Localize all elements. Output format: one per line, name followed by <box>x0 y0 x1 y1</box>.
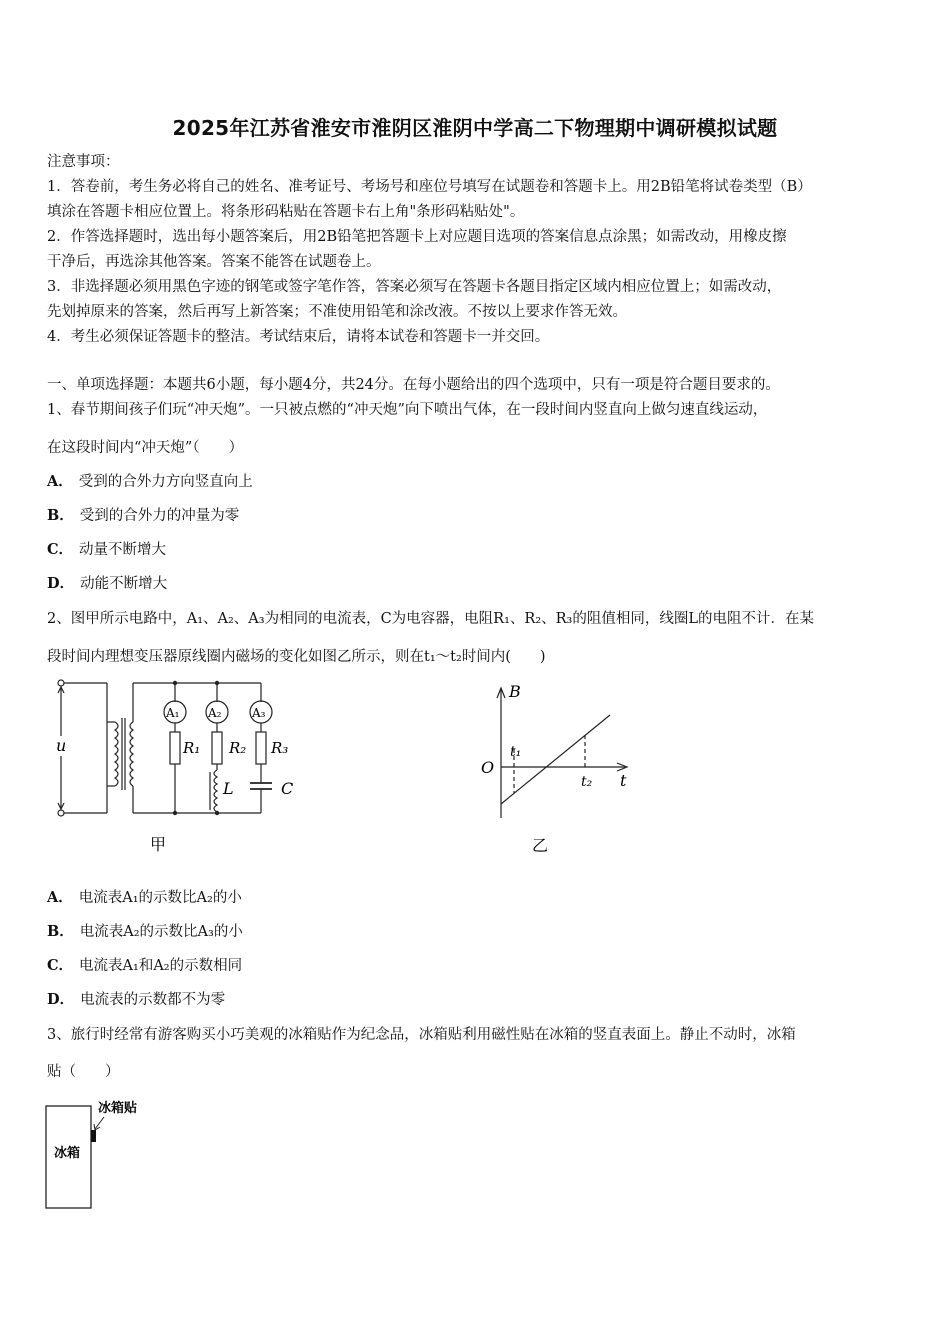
bt-graph <box>475 678 635 860</box>
notice-line: 1．答卷前，考生务必将自己的姓名、准考证号、考场号和座位号填写在试题卷和答题卡上。用2B铅笔将试卷类型（B） <box>47 179 812 195</box>
q2-option-b <box>47 922 243 942</box>
notice-line: 填涂在答题卡相应位置上。将条形码粘贴在答题卡右上角"条形码粘贴处"。 <box>47 204 525 220</box>
resistor-r1 <box>170 732 180 764</box>
resistor-r2 <box>212 732 222 764</box>
ammeter-label: A₃ <box>252 706 266 720</box>
option-letter: C． <box>47 541 74 558</box>
q3-stem: 贴（ ） <box>47 1064 120 1080</box>
ammeter-label: A₂ <box>208 706 222 720</box>
terminal-bottom <box>58 810 64 816</box>
q1-stem: 在这段时间内“冲天炮”（ ） <box>47 440 244 456</box>
option-letter: D． <box>47 575 75 592</box>
q1-option-c <box>47 540 166 560</box>
section-heading: 一、单项选择题：本题共6小题，每小题4分，共24分。在每小题给出的四个选项中，只有一项是符合题目要求的。 <box>47 377 780 393</box>
resistor-label: R₃ <box>271 739 289 757</box>
option-text: 电流表的示数都不为零 <box>80 992 226 1008</box>
option-text: 动能不断增大 <box>80 576 168 592</box>
q2-option-d <box>47 990 225 1010</box>
origin-label: O <box>481 758 495 777</box>
notice-line: 4．考生必须保证答题卡的整洁。考试结束后，请将本试卷和答题卡一并交回。 <box>47 329 550 345</box>
q1-option-b <box>47 506 239 526</box>
figure-caption: 甲 <box>150 835 167 854</box>
option-text: 受到的合外力的冲量为零 <box>79 508 240 524</box>
q2-stem: 段时间内理想变压器原线圈内磁场的变化如图乙所示，则在t₁～t₂时间内( ) <box>47 649 546 665</box>
fridge-magnet <box>91 1130 96 1142</box>
notice-line: 干净后，再选涂其他答案。答案不能答在试题卷上。 <box>47 254 381 270</box>
resistor-r3 <box>256 732 266 764</box>
option-text: 动量不断增大 <box>79 542 167 558</box>
resistor-label: R₁ <box>183 739 201 757</box>
option-text: 电流表A₂的示数比A₃的小 <box>79 924 243 940</box>
voltage-label: u <box>56 736 67 755</box>
notice-line: 先划掉原来的答案，然后再写上新答案；不准使用铅笔和涂改液。不按以上要求作答无效。 <box>47 304 627 320</box>
option-letter: C． <box>47 957 74 974</box>
circuit-diagram <box>45 676 305 861</box>
figure-caption: 乙 <box>532 836 549 855</box>
resistor-label: R₂ <box>229 739 247 757</box>
fridge-label: 冰箱 <box>54 1146 81 1161</box>
q2-stem: 2、图甲所示电路中，A₁、A₂、A₃为相同的电流表，C为电容器，电阻R₁、R₂、R₃的阻值相同，线圈L的电阻不计．在某 <box>47 611 814 627</box>
option-text: 受到的合外力方向竖直向上 <box>78 474 253 490</box>
q1-stem: 1、春节期间孩子们玩“冲天炮”。一只被点燃的“冲天炮”向下喷出气体，在一段时间内竖直向上做匀速直线运动， <box>47 402 768 418</box>
q3-stem: 3、旅行时经常有游客购买小巧美观的冰箱贴作为纪念品，冰箱贴利用磁性贴在冰箱的竖直表面上。静止不动时，冰箱 <box>47 1027 796 1043</box>
t2-label: t₂ <box>581 774 593 790</box>
option-letter: A． <box>47 473 73 490</box>
q1-option-d <box>47 574 167 594</box>
ammeter-label: A₁ <box>166 706 180 720</box>
notice-heading: 注意事项： <box>47 154 120 170</box>
q1-option-a <box>47 472 253 492</box>
coil-l <box>214 770 217 812</box>
notice-line: 3．非选择题必须用黑色字迹的钢笔或签字笔作答，答案必须写在答题卡各题目指定区域内相应位置上；如需改动， <box>47 279 782 295</box>
capacitor-label: C <box>281 779 294 798</box>
page-title: 2025年江苏省淮安市淮阴区淮阴中学高二下物理期中调研模拟试题 <box>172 116 778 140</box>
q2-option-c <box>47 956 242 976</box>
magnet-label: 冰箱贴 <box>98 1101 138 1116</box>
terminal-top <box>58 680 64 686</box>
option-letter: A． <box>47 889 73 906</box>
option-text: 电流表A₁和A₂的示数相同 <box>79 958 243 974</box>
option-letter: D． <box>47 991 75 1008</box>
coil-label: L <box>223 779 234 798</box>
t1-label: t₁ <box>510 744 522 760</box>
option-letter: B． <box>47 923 74 940</box>
option-letter: B． <box>47 507 74 524</box>
x-axis-label: t <box>620 771 627 790</box>
notice-line: 2．作答选择题时，选出每小题答案后，用2B铅笔把答题卡上对应题目选项的答案信息点涂黑；如需改动，用橡皮擦 <box>47 229 787 245</box>
y-axis-label: B <box>509 682 521 701</box>
bt-graph-figure <box>475 678 635 860</box>
fridge-diagram <box>44 1097 154 1212</box>
option-text: 电流表A₁的示数比A₂的小 <box>78 890 242 906</box>
q2-option-a <box>47 888 242 908</box>
circuit-figure <box>45 676 305 861</box>
fridge-figure <box>44 1097 154 1212</box>
